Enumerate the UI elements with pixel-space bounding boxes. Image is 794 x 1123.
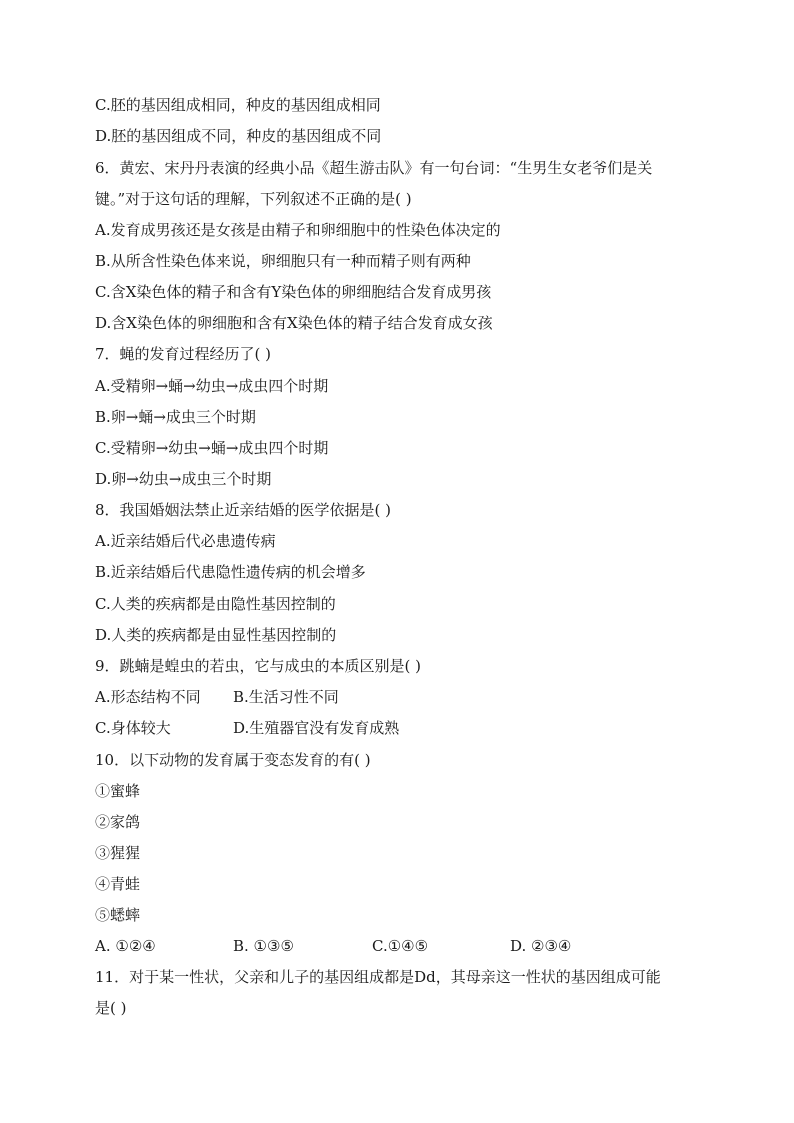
q9-option-c: C.身体较大 bbox=[95, 719, 171, 737]
q7-option-a: A.受精卵→蛹→幼虫→成虫四个时期 bbox=[95, 377, 329, 395]
q10-item-4: ④青蛙 bbox=[95, 875, 141, 893]
q10-item-3: ③猩猩 bbox=[95, 844, 141, 862]
q5-option-d: D.胚的基因组成不同，种皮的基因组成不同 bbox=[95, 127, 382, 145]
q9-stem: 9．跳蝻是蝗虫的若虫，它与成虫的本质区别是( ) bbox=[95, 657, 422, 675]
q10-item-5: ⑤蟋蟀 bbox=[95, 906, 141, 924]
q8-option-d: D.人类的疾病都是由显性基因控制的 bbox=[95, 626, 337, 644]
q10-item-2: ②家鸽 bbox=[95, 813, 141, 831]
q8-option-a: A.近亲结婚后代必患遗传病 bbox=[95, 532, 276, 550]
q8-option-b: B.近亲结婚后代患隐性遗传病的机会增多 bbox=[95, 563, 366, 581]
q6-option-c: C.含X染色体的精子和含有Y染色体的卵细胞结合发育成男孩 bbox=[95, 283, 492, 301]
q6-option-a: A.发育成男孩还是女孩是由精子和卵细胞中的性染色体决定的 bbox=[95, 221, 501, 239]
q10-item-1: ①蜜蜂 bbox=[95, 782, 141, 800]
q10-stem: 10．以下动物的发育属于变态发育的有( ) bbox=[95, 751, 371, 769]
q10-option-c: C.①④⑤ bbox=[372, 937, 429, 955]
q9-options-row1 bbox=[95, 687, 695, 707]
q7-option-b: B.卵→蛹→成虫三个时期 bbox=[95, 408, 256, 426]
q6-option-b: B.从所含性染色体来说，卵细胞只有一种而精子则有两种 bbox=[95, 252, 471, 270]
q9-option-a: A.形态结构不同 bbox=[95, 688, 201, 706]
q10-option-d: D. ②③④ bbox=[510, 937, 572, 955]
q7-option-c: C.受精卵→幼虫→蛹→成虫四个时期 bbox=[95, 439, 329, 457]
q9-option-d: D.生殖器官没有发育成熟 bbox=[233, 719, 400, 737]
q9-options-row2 bbox=[95, 718, 695, 738]
q10-options-row bbox=[95, 936, 695, 956]
q10-option-b: B. ①③⑤ bbox=[233, 937, 294, 955]
q9-option-b: B.生活习性不同 bbox=[233, 688, 339, 706]
q10-option-a: A. ①②④ bbox=[95, 937, 156, 955]
q5-option-c: C.胚的基因组成相同，种皮的基因组成相同 bbox=[95, 96, 381, 114]
q8-stem: 8．我国婚姻法禁止近亲结婚的医学依据是( ) bbox=[95, 501, 392, 519]
q11-stem-line1: 11．对于某一性状，父亲和儿子的基因组成都是Dd，其母亲这一性状的基因组成可能 bbox=[95, 968, 661, 986]
q6-stem-line1: 6．黄宏、宋丹丹表演的经典小品《超生游击队》有一句台词：“生男生女老爷们是关 bbox=[95, 159, 653, 177]
q7-option-d: D.卵→幼虫→成虫三个时期 bbox=[95, 470, 272, 488]
q11-stem-line2: 是( ) bbox=[95, 999, 127, 1017]
q6-stem-line2: 键。”对于这句话的理解，下列叙述不正确的是( ) bbox=[95, 190, 412, 208]
q6-option-d: D.含X染色体的卵细胞和含有X染色体的精子结合发育成女孩 bbox=[95, 314, 493, 332]
q7-stem: 7．蝇的发育过程经历了( ) bbox=[95, 345, 272, 363]
q8-option-c: C.人类的疾病都是由隐性基因控制的 bbox=[95, 595, 336, 613]
